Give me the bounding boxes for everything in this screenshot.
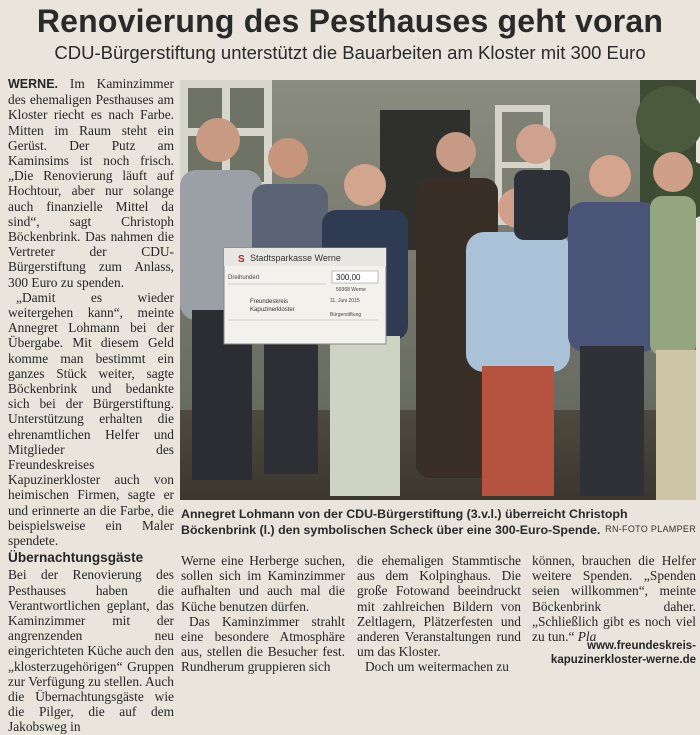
paragraph: Das Kaminzimmer strahlt eine besondere Atmosphäre aus, stellen die Besucher fest. Rundherum gruppieren sich <box>181 613 345 675</box>
cheque-bank: Stadtsparkasse Werne <box>250 253 341 263</box>
article-column-4 <box>532 553 696 645</box>
photo-credit: RN-FOTO PLAMPER <box>605 524 696 534</box>
article-column-2 <box>181 553 345 675</box>
photo-caption: Annegret Lohmann von der CDU-Bürgerstiftung (3.v.l.) überreicht Christoph Böckenbrink (l.) den symbolischen Scheck über eine 300-Euro-Spende. <box>181 507 628 537</box>
section-subhead: Übernachtungsgäste <box>8 550 144 566</box>
paragraph: Im Kaminzimmer des ehemaligen Pesthauses am Kloster riecht es nach Farbe. Mitten im Raum steht ein Gerüst. Der Putz am Kaminsims ist noch frisch. „Die Renovierung läuft auf Hochtour, aber nur solange auch finanzielle Mittel da sind“, sagt Christoph Böckenbrink. Das nahmen die Vertreter der CDU-Bürgerstiftung zum Anlass, 300 Euro zu spenden. <box>8 76 174 290</box>
paragraph: Bei der Renovierung des Pesthauses haben die Verantwortlichen geplant, das Kaminzimmer mit der angrenzenden neu eingerichteten Küche auch den „klosterzugehörigen“ Gruppen zur Verfügung zu stellen. Auch die Übernachtungsgäste wie die Pilger, die auf dem Jakobsweg in <box>8 567 174 735</box>
website-link-line: kapuzinerkloster-werne.de <box>550 654 696 666</box>
paragraph: Werne eine Herberge suchen, sollen sich im Kaminzimmer aufhalten und auch mal die Küche benutzen dürfen. <box>181 553 345 614</box>
author-initials: Pla <box>577 629 597 645</box>
subheadline: CDU-Bürgerstiftung unterstützt die Bauarbeiten am Kloster mit 300 Euro <box>54 42 646 63</box>
website-link[interactable] <box>551 639 696 667</box>
photo-illustration <box>180 80 696 500</box>
person-8 <box>650 152 696 500</box>
paragraph: Doch um weitermachen zu <box>365 659 509 675</box>
cheque-date: 11. Juni 2015 <box>330 298 360 304</box>
cheque-place: 59368 Werne <box>336 287 366 293</box>
headline: Renovierung des Pesthauses geht voran <box>36 3 664 39</box>
website-link-line: www.freundeskreis- <box>587 640 696 652</box>
cheque-signature: Bürgerstiftung <box>330 312 362 318</box>
sparkasse-logo-icon: S <box>238 254 245 265</box>
paragraph: die ehemaligen Stammtische aus dem Kolpinghaus. Die große Fotowand beeindruckt mit zahlreichen Bildern von Zeltlagern, Plätzerfesten und anderen Veranstaltungen rund um das Kloster. <box>357 553 521 660</box>
dateline: WERNE. <box>8 77 58 91</box>
paragraph: können, brauchen die Helfer weitere Spenden. „Spenden seien willkommen“, meinte Böckenbrink daher. „Schließlich gibt es noch viel zu tun.“ <box>532 553 696 645</box>
paragraph: „Damit es wieder weitergehen kann“, meinte Annegret Lohmann bei der Übergabe. Mit diesem Geld komme man bestimmt ein ganzes Stück weiter, sagte Böckenbrink und bedankte sich bei der Bürgerstiftung. Unterstützung erhalten die ehrenamtlichen Helfer und Mitglieder des Freundeskreises Kapuzinerkloster auch von heimischen Firmen, sagte er und erinnerte an die Farbe, die beispielsweise ein Maler spendete. <box>8 289 174 549</box>
cheque-amount: 300,00 <box>336 273 361 282</box>
group-photo <box>180 80 696 500</box>
cheque-recipient: Freundeskreis <box>250 299 289 305</box>
article-column-3 <box>357 553 521 675</box>
cheque-amount-words: Dreihundert <box>228 275 260 281</box>
cheque-recipient: Kapuzinerkloster <box>250 307 295 313</box>
cheque <box>224 248 386 344</box>
article-column-1 <box>8 76 174 735</box>
